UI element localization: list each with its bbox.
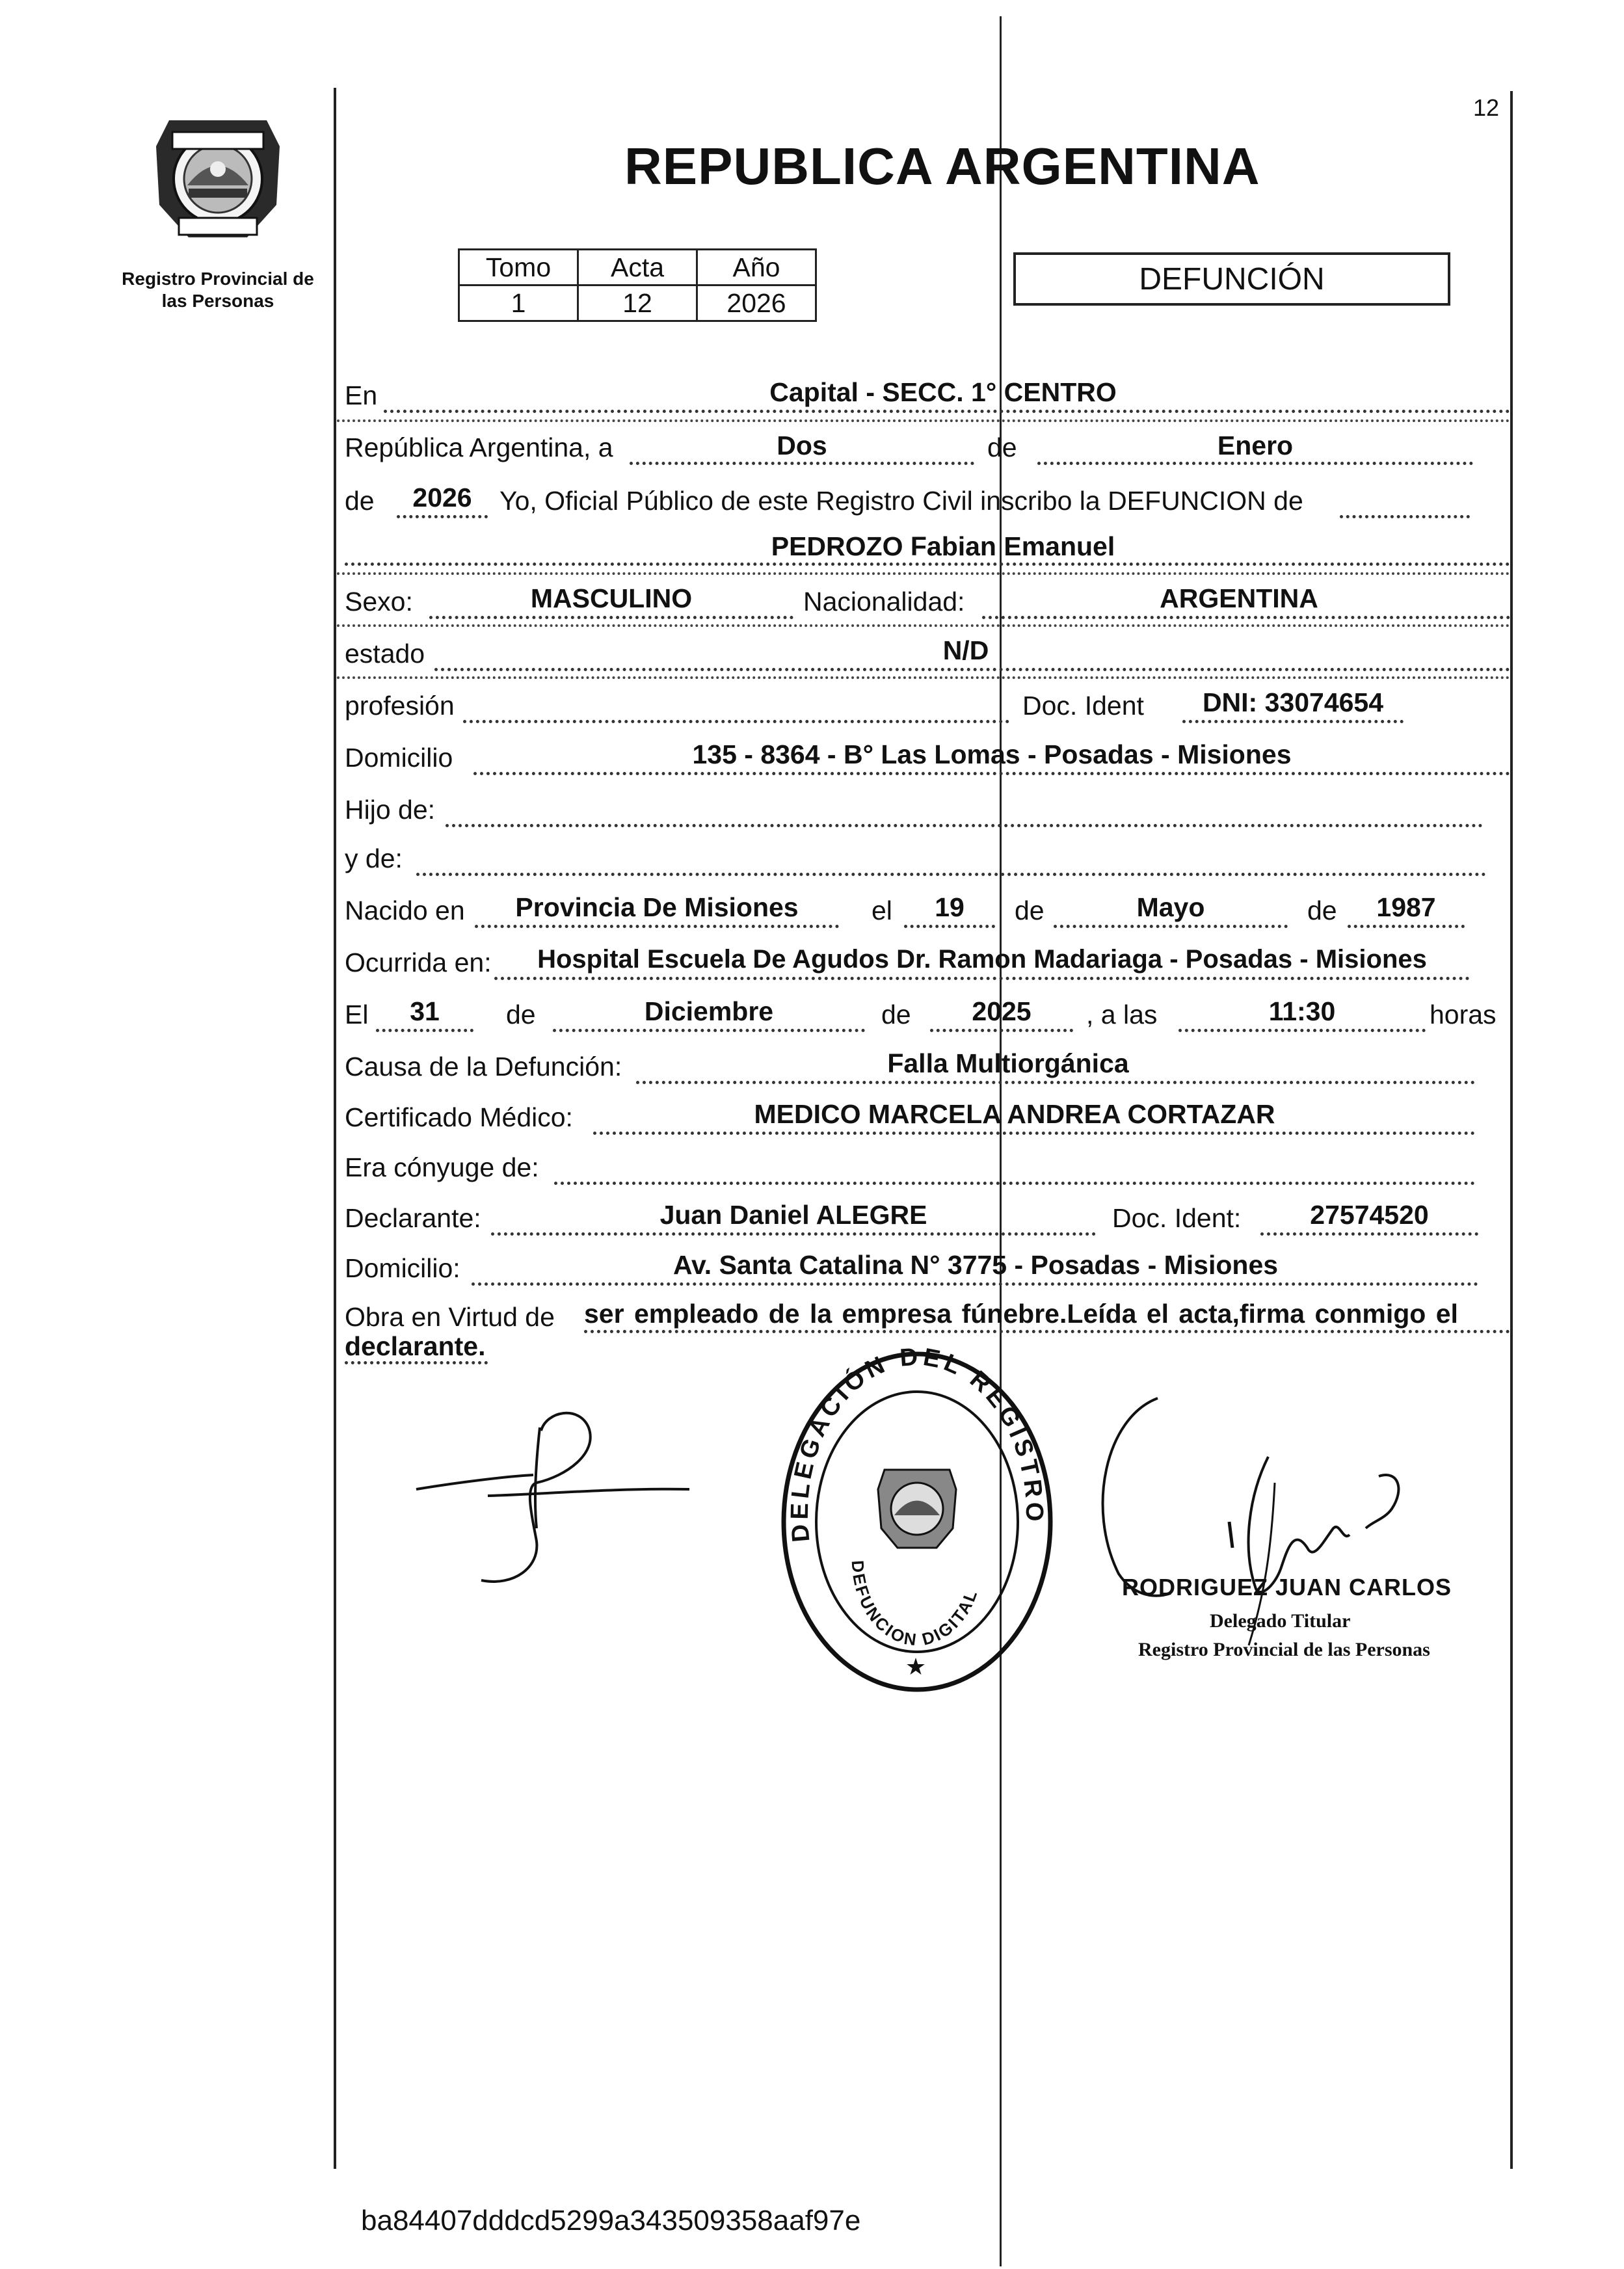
label-el: el xyxy=(872,896,892,925)
field-def-mes: Diciembre xyxy=(644,996,774,1026)
center-fold-line xyxy=(1000,16,1002,2266)
row-separator xyxy=(337,419,1510,422)
field-line xyxy=(472,1282,1478,1286)
field-line xyxy=(473,772,1510,775)
label-de: de xyxy=(987,432,1017,462)
seal-outer-text: DELEGACIÓN DEL REGISTRO xyxy=(786,1346,1048,1543)
label-horas: horas xyxy=(1430,1000,1497,1029)
field-line xyxy=(636,1081,1475,1084)
label-doc-ident: Doc. Ident xyxy=(1022,691,1144,721)
document-type-box xyxy=(1013,252,1450,306)
label-y-de: y de: xyxy=(345,843,403,873)
field-line xyxy=(1182,720,1404,723)
field-line xyxy=(345,563,1510,566)
field-line xyxy=(1260,1232,1478,1236)
label-el-def: El xyxy=(345,1000,369,1029)
signatory-role: Delegado Titular xyxy=(1210,1610,1351,1632)
signatory-office: Registro Provincial de las Personas xyxy=(1138,1639,1430,1660)
field-line xyxy=(630,462,974,465)
logo-caption: Registro Provincial de las Personas xyxy=(122,269,314,311)
field-line xyxy=(982,616,1510,619)
seal-coat-of-arms xyxy=(878,1470,956,1548)
field-line xyxy=(397,515,488,518)
document-hash: ba84407dddcd5299a343509358aaf97e xyxy=(361,2205,861,2236)
label-de-anio-nac: de xyxy=(1307,896,1337,925)
row-separator xyxy=(337,624,1510,627)
field-line xyxy=(429,616,793,619)
field-nacido-lugar: Provincia De Misiones xyxy=(515,892,799,922)
register-value-anio: 2026 xyxy=(697,285,816,321)
field-nacido-mes: Mayo xyxy=(1136,892,1205,922)
document-type-label: DEFUNCIÓN xyxy=(1139,261,1325,297)
label-nacido-en: Nacido en xyxy=(345,896,465,925)
field-line xyxy=(376,1029,473,1032)
field-nombre: PEDROZO Fabian Emanuel xyxy=(771,531,1115,561)
field-dia: Dos xyxy=(777,431,827,460)
field-line xyxy=(554,1182,1475,1185)
field-nacido-anio: 1987 xyxy=(1376,892,1436,922)
register-table xyxy=(458,248,817,322)
field-certificado: MEDICO MARCELA ANDREA CORTAZAR xyxy=(754,1099,1275,1129)
field-def-anio: 2025 xyxy=(972,996,1032,1026)
row-separator xyxy=(337,572,1510,575)
label-doc-ident-declarante: Doc. Ident: xyxy=(1112,1203,1242,1233)
field-line xyxy=(904,925,995,928)
field-line xyxy=(553,1029,865,1032)
province-logo xyxy=(150,107,286,244)
field-lugar: Capital - SECC. 1° CENTRO xyxy=(769,377,1117,407)
declarant-signature xyxy=(403,1392,709,1613)
official-seal xyxy=(774,1346,1060,1697)
field-declarante-domicilio: Av. Santa Catalina N° 3775 - Posadas - Misiones xyxy=(672,1250,1279,1280)
register-header-tomo: Tomo xyxy=(459,250,578,285)
field-sexo: MASCULINO xyxy=(530,583,693,613)
field-line xyxy=(384,410,1510,413)
seal-inner-text: DEFUNCION DIGITAL xyxy=(847,1559,982,1650)
field-def-hora: 11:30 xyxy=(1268,996,1336,1026)
page-title: REPUBLICA ARGENTINA xyxy=(624,137,1260,195)
label-certificado: Certificado Médico: xyxy=(345,1102,573,1132)
field-line xyxy=(475,925,839,928)
field-obra-2: declarante. xyxy=(345,1331,486,1361)
label-profesion: profesión xyxy=(345,691,455,721)
label-sexo: Sexo: xyxy=(345,587,413,617)
register-value-tomo: 1 xyxy=(459,285,578,321)
left-margin-line xyxy=(334,88,336,2169)
label-declarante: Declarante: xyxy=(345,1203,481,1233)
field-line xyxy=(593,1132,1475,1135)
field-nacido-dia: 19 xyxy=(935,892,965,922)
label-obra: Obra en Virtud de xyxy=(345,1302,555,1332)
field-line xyxy=(494,977,1470,980)
label-conyuge: Era cónyuge de: xyxy=(345,1152,539,1182)
field-mes: Enero xyxy=(1217,431,1294,460)
field-line xyxy=(416,873,1486,876)
field-causa: Falla Multiorgánica xyxy=(887,1048,1129,1078)
field-line xyxy=(463,720,1009,723)
field-line xyxy=(930,1029,1073,1032)
field-line xyxy=(1340,515,1470,518)
page-number: 12 xyxy=(1473,94,1500,121)
label-domicilio-declarante: Domicilio: xyxy=(345,1253,460,1283)
field-nacionalidad: ARGENTINA xyxy=(1160,583,1318,613)
label-ocurrida-en: Ocurrida en: xyxy=(345,948,492,977)
field-line xyxy=(1348,925,1465,928)
signatory-name: RODRIGUEZ JUAN CARLOS xyxy=(1122,1574,1452,1600)
seal-star-icon: ★ xyxy=(905,1653,927,1680)
label-a-las: , a las xyxy=(1086,1000,1158,1029)
label-de-anio: de xyxy=(345,486,375,516)
field-line xyxy=(584,1330,1510,1333)
label-domicilio: Domicilio xyxy=(345,743,453,773)
field-doc-ident: DNI: 33074654 xyxy=(1202,687,1384,717)
field-ocurrida-en: Hospital Escuela De Agudos Dr. Ramon Madariaga - Posadas - Misiones xyxy=(537,945,1427,974)
field-line xyxy=(491,1232,1096,1236)
label-de-def-anio: de xyxy=(881,1000,911,1029)
label-de-def-mes: de xyxy=(506,1000,536,1029)
field-line xyxy=(345,1361,488,1364)
label-estado: estado xyxy=(345,639,425,669)
register-header-acta: Acta xyxy=(578,250,697,285)
field-line xyxy=(1037,462,1473,465)
field-line xyxy=(1054,925,1288,928)
label-de-mes: de xyxy=(1015,896,1045,925)
field-obra-1: ser empleado de la empresa fúnebre.Leída el acta,firma conmigo el xyxy=(584,1299,1458,1329)
label-en: En xyxy=(345,380,378,410)
right-margin-line xyxy=(1510,91,1513,2169)
register-value-acta: 12 xyxy=(578,285,697,321)
label-republica: República Argentina, a xyxy=(345,432,613,462)
label-yo-oficial: Yo, Oficial Público de este Registro Civil inscribo la DEFUNCION de xyxy=(499,486,1303,516)
field-line xyxy=(434,668,1510,671)
row-separator xyxy=(337,676,1510,679)
field-declarante: Juan Daniel ALEGRE xyxy=(659,1200,927,1230)
field-def-dia: 31 xyxy=(410,996,440,1026)
label-causa: Causa de la Defunción: xyxy=(345,1052,622,1081)
label-nacionalidad: Nacionalidad: xyxy=(803,587,965,617)
field-anio: 2026 xyxy=(412,483,472,512)
field-line xyxy=(446,824,1483,827)
field-domicilio: 135 - 8364 - B° Las Lomas - Posadas - Misiones xyxy=(692,739,1292,769)
label-hijo-de: Hijo de: xyxy=(345,795,436,825)
register-header-anio: Año xyxy=(697,250,816,285)
field-line xyxy=(1178,1029,1426,1032)
field-estado: N/D xyxy=(942,635,989,665)
field-declarante-doc: 27574520 xyxy=(1310,1200,1429,1230)
